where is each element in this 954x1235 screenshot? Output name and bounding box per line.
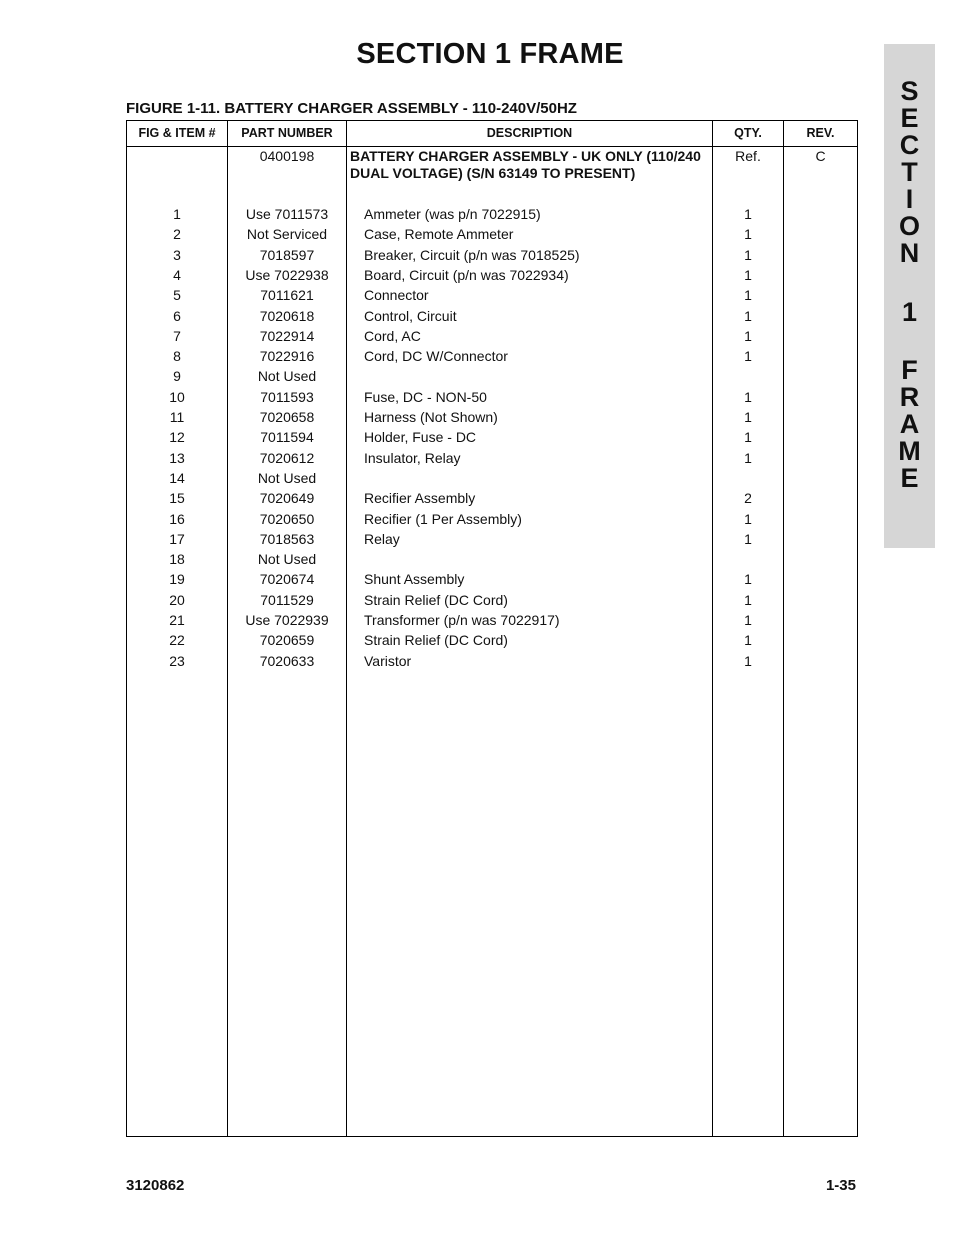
header-description: DESCRIPTION [486, 126, 573, 140]
row-description: Ammeter (was p/n 7022915) [364, 206, 541, 222]
row-description: Connector [364, 287, 429, 303]
row-qty: 1 [744, 226, 752, 242]
row-part-number: 7020650 [259, 511, 315, 527]
row-item-number: 5 [173, 287, 181, 303]
row-item-number: 11 [169, 409, 185, 425]
header-part-number: PART NUMBER [241, 126, 333, 140]
side-tab-letter: M [898, 436, 921, 466]
row-item-number: 19 [169, 571, 185, 587]
row-part-number: 7020674 [259, 571, 315, 587]
header-rev: REV. [806, 126, 835, 140]
row-part-number: 7022916 [259, 348, 315, 364]
row-item-number: 3 [173, 247, 181, 263]
row-item-number: 16 [169, 511, 185, 527]
column-divider [783, 121, 784, 1136]
row-item-number: 14 [169, 470, 185, 486]
row-part-number: 7011594 [260, 429, 314, 445]
row-description: Relay [364, 531, 400, 547]
row-item-number: 13 [169, 450, 185, 466]
row-item-number: 22 [169, 632, 185, 648]
side-tab-letter: R [899, 382, 920, 412]
row-item-number: 7 [173, 328, 181, 344]
row-part-number: Not Used [257, 551, 317, 567]
row-item-number: 9 [173, 368, 181, 384]
row-part-number: Not Used [257, 470, 317, 486]
header-qty: QTY. [734, 126, 762, 140]
row-description: Transformer (p/n was 7022917) [364, 612, 560, 628]
row-qty: 1 [744, 531, 752, 547]
row-part-number: Not Serviced [246, 226, 328, 242]
row-qty: 1 [744, 592, 752, 608]
parts-table [126, 120, 858, 1137]
row-description: Recifier Assembly [364, 490, 476, 506]
row-description: Strain Relief (DC Cord) [364, 592, 508, 608]
row-item-number: 1 [173, 206, 181, 222]
row-qty: 1 [744, 247, 752, 263]
assembly-description: BATTERY CHARGER ASSEMBLY - UK ONLY (110/240 DUAL VOLTAGE) (S/N 63149 TO PRESENT) [350, 148, 701, 181]
row-part-number: 7011529 [260, 592, 314, 608]
row-part-number: 7020659 [259, 632, 315, 648]
assembly-qty: Ref. [735, 148, 761, 164]
row-qty: 1 [744, 409, 752, 425]
row-item-number: 21 [169, 612, 185, 628]
row-part-number: 7018597 [259, 247, 315, 263]
side-tab-letter: N [899, 238, 920, 268]
side-tab-letter: E [900, 463, 919, 493]
row-description: Shunt Assembly [364, 571, 465, 587]
row-part-number: 7011621 [260, 287, 314, 303]
row-description: Breaker, Circuit (p/n was 7018525) [364, 247, 580, 263]
row-qty: 1 [744, 308, 752, 324]
row-qty: 1 [744, 571, 752, 587]
row-description: Case, Remote Ammeter [364, 226, 514, 242]
row-part-number: Not Used [257, 368, 317, 384]
row-part-number: 7018563 [259, 531, 315, 547]
row-part-number: 7020618 [259, 308, 315, 324]
header-divider [127, 146, 857, 147]
side-tab-letter: C [899, 130, 920, 160]
row-part-number: 7020633 [259, 653, 315, 669]
row-part-number: Use 7011573 [245, 206, 329, 222]
row-qty: 1 [744, 328, 752, 344]
row-item-number: 17 [169, 531, 185, 547]
row-qty: 1 [744, 632, 752, 648]
side-tab-letter: I [905, 184, 914, 214]
row-description: Holder, Fuse - DC [364, 429, 477, 445]
row-part-number: 7022914 [259, 328, 315, 344]
row-item-number: 6 [173, 308, 181, 324]
row-qty: 1 [744, 389, 752, 405]
row-item-number: 8 [173, 348, 181, 364]
assembly-rev: C [815, 148, 826, 164]
section-title: SECTION 1 FRAME [356, 38, 624, 70]
row-description: Board, Circuit (p/n was 7022934) [364, 267, 569, 283]
section-side-tab [884, 44, 935, 548]
row-item-number: 15 [169, 490, 185, 506]
row-qty: 1 [744, 287, 752, 303]
row-item-number: 2 [173, 226, 181, 242]
side-tab-letter: A [899, 409, 920, 439]
row-description: Cord, DC W/Connector [364, 348, 508, 364]
row-qty: 1 [744, 267, 752, 283]
side-tab-letter: S [900, 76, 919, 106]
row-qty: 2 [744, 490, 752, 506]
side-tab-letter: F [901, 355, 918, 385]
side-tab-letter: T [901, 157, 918, 187]
assembly-part-number: 0400198 [259, 148, 315, 164]
row-qty: 1 [744, 206, 752, 222]
page-number: 1-35 [825, 1177, 856, 1194]
header-item: FIG & ITEM # [138, 126, 216, 140]
side-tab-letter: O [898, 211, 920, 241]
row-description: Varistor [364, 653, 412, 669]
row-description: Insulator, Relay [364, 450, 461, 466]
row-description: Fuse, DC - NON-50 [364, 389, 487, 405]
row-item-number: 4 [173, 267, 181, 283]
row-description: Recifier (1 Per Assembly) [364, 511, 522, 527]
row-part-number: 7020612 [259, 450, 315, 466]
row-description: Harness (Not Shown) [364, 409, 498, 425]
row-item-number: 12 [169, 429, 185, 445]
row-description: Cord, AC [364, 328, 421, 344]
row-item-number: 10 [169, 389, 185, 405]
row-qty: 1 [744, 511, 752, 527]
row-qty: 1 [744, 429, 752, 445]
side-tab-letter: 1 [901, 297, 918, 327]
row-part-number: Use 7022938 [245, 267, 329, 283]
figure-title: FIGURE 1-11. BATTERY CHARGER ASSEMBLY - 110-240V/50HZ [126, 100, 577, 117]
row-item-number: 23 [169, 653, 185, 669]
document-number: 3120862 [126, 1177, 185, 1194]
side-tab-letter: E [900, 103, 919, 133]
row-part-number: 7020649 [259, 490, 315, 506]
row-part-number: Use 7022939 [245, 612, 329, 628]
row-qty: 1 [744, 612, 752, 628]
row-description: Strain Relief (DC Cord) [364, 632, 508, 648]
row-description: Control, Circuit [364, 308, 457, 324]
row-qty: 1 [744, 450, 752, 466]
row-item-number: 18 [169, 551, 185, 567]
row-qty: 1 [744, 653, 752, 669]
row-part-number: 7020658 [259, 409, 315, 425]
row-part-number: 7011593 [260, 389, 314, 405]
column-divider [346, 121, 347, 1136]
row-qty: 1 [744, 348, 752, 364]
row-item-number: 20 [169, 592, 185, 608]
